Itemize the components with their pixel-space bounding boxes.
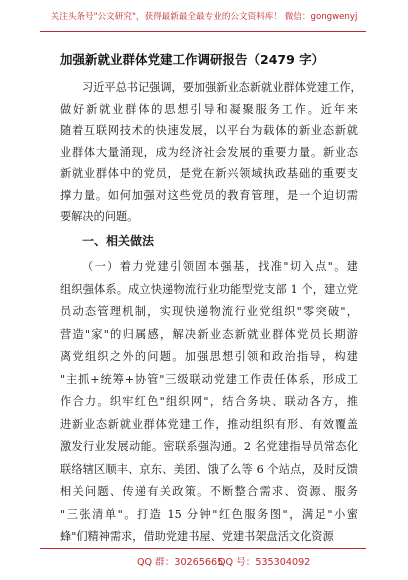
text-line: 员动态管理机制，实现快递物流行业党组织"零突破"， (60, 305, 358, 318)
text-line: "主抓+统筹+协管"三级联动党建工作责任体系，形成工 (60, 372, 358, 386)
text-line: （一）着力党建引领固本强基，找准"切入点"。建 (82, 260, 358, 273)
footer-divider (40, 548, 366, 549)
text-line: 要解决的问题。 (60, 210, 139, 223)
document-title: 加强新就业群体党建工作调研报告（2479 字） (60, 52, 325, 67)
footer-qq-number: QQ 号：535304092 (218, 557, 311, 568)
text-line: 离党组织之外的问题。加强思想引领和政治指导，构建 (60, 350, 358, 363)
page-header (0, 0, 408, 36)
text-line: 营造"家"的归属感，解决新业态新就业群体党员长期游 (60, 327, 358, 341)
text-line: "三张清单"。打造 15 分钟"红色服务图"，满足"小蜜 (60, 507, 358, 521)
text-line: 习近平总书记强调，要加强新业态新就业群体党建工作， (82, 81, 362, 94)
header-divider (40, 31, 366, 32)
text-line: 新就业群体中的党员，是党在新兴领域执政基础的重要支 (60, 167, 358, 180)
text-line: 进新业态新就业群体党建工作，推动组织有形、有效覆盖 (60, 417, 358, 431)
page-footer (0, 554, 408, 574)
text-line: 联络辖区顺丰、京东、美团、饿了么等 6 个站点，及时反馈 (60, 462, 358, 476)
section-heading: 一、相关做法 (82, 234, 155, 248)
text-line: 相关问题、传递有关政策。不断整合需求、资源、服务 (60, 485, 358, 498)
text-line: 做好新就业群体的思想引导和凝聚服务工作。近年来 (60, 102, 358, 116)
header-promo-text: 关注头条号"公文研究"，获得最新最全最专业的公文资料库！ 微信：gongwenyj (50, 12, 358, 22)
text-line: 撑力量。如何加强对这些党员的教育管理，是一个迫切需 (60, 188, 358, 202)
footer-qq-group: QQ 群：30265665 (137, 557, 224, 568)
text-line: 随着互联网技术的快速发展，以平台为载体的新业态新就 (60, 124, 358, 137)
text-line: 业群体大量涌现，成为经济社会发展的重要力量。新业态 (60, 145, 358, 159)
text-line: 作合力。织牢红色"组织网"，结合务块、联动各方，推 (60, 395, 358, 408)
text-line: 蜂"们精神需求，借助党建书屋、党建书架盘活文化资源 (60, 530, 334, 543)
text-line: 组织强体系。成立快递物流行业功能型党支部 1 个，建立党 (60, 282, 358, 296)
text-line: 激发行业发展动能。密联系强沟通。2 名党建指导员常态化 (60, 440, 358, 453)
